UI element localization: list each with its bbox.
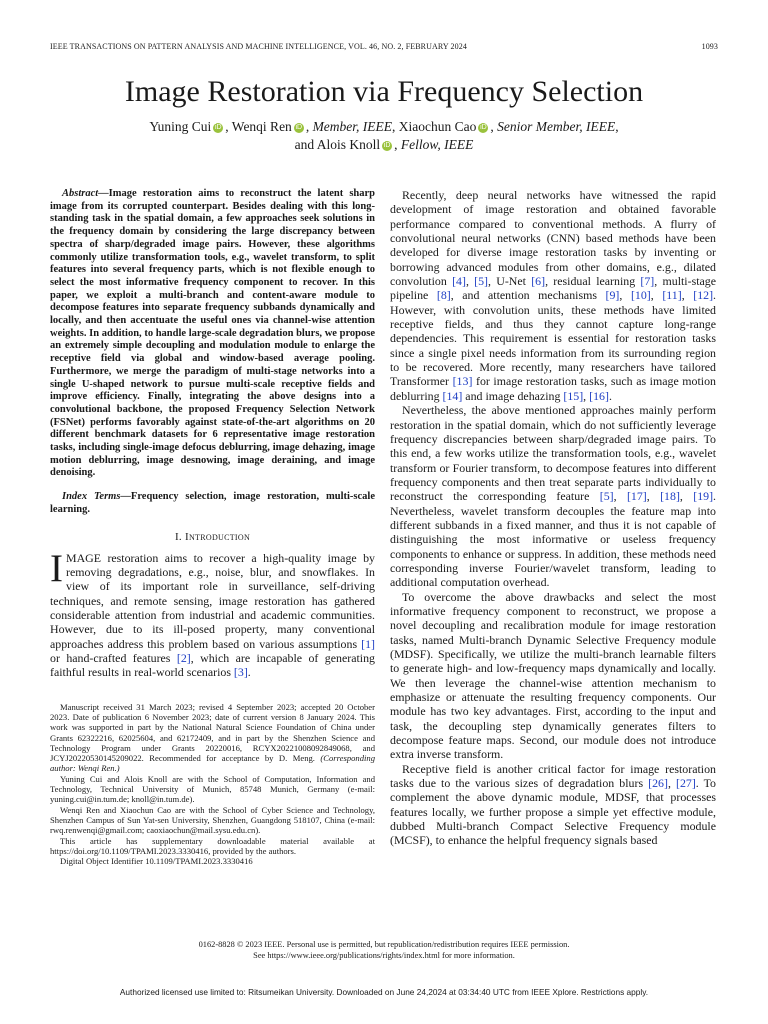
author-affiliation: Senior Member, IEEE — [497, 119, 616, 134]
citation-link[interactable]: [9] — [605, 288, 620, 303]
body-paragraph: To overcome the above drawbacks and select the most informative frequency component to reconstruct, we propose a novel decoupling and recalibration module for image restoration tasks, named Multi-branch Dynamic Selective Frequency module (MDSF). Specifically, we utilize the multi-branch learnable filters to generate high- and low-frequency maps dynamically and locally. We then leverage the channel-wise attention mechanism to emphasize or attenuate the resulting frequency components. Our module has two key advantages. First, according to the input and task, the decoupling step dynamically generates filters to decompose feature maps. Second, our module does not introduce extra inverse transform. — [390, 589, 716, 762]
paragraph-text: , — [646, 489, 661, 504]
orcid-icon[interactable]: iD — [295, 124, 303, 131]
body-paragraph — [390, 188, 716, 403]
author-name: Yuning Cui — [149, 119, 212, 134]
copyright-line: 0162-8828 © 2023 IEEE. Personal use is permitted, but republication/redistribution requires IEEE permission. — [198, 940, 570, 949]
abstract — [50, 188, 375, 480]
paragraph-text: for image restoration tasks, such as image motion deblurring — [390, 374, 717, 403]
paragraph-text: , — [667, 776, 676, 791]
paragraph-text: , residual learning — [545, 274, 641, 289]
paragraph-text: , — [681, 288, 694, 303]
section-heading — [50, 531, 375, 543]
citation-link[interactable]: [5] — [599, 489, 614, 504]
citation-link[interactable]: [6] — [531, 274, 546, 289]
paragraph-text: MAGE restoration aims to recover a high-quality image by removing degradations, e.g., noise, blur, and snowflakes. In view of its important role in surveillance, self-driving techniques, and remote sensing, image restoration has gathered considerable attention from industrial and academic communities. However, due to its ill-posed property, many conventional approaches address this problem based on various assumptions — [50, 550, 375, 651]
paragraph-text: . — [247, 665, 251, 680]
footnote-doi: Digital Object Identifier 10.1109/TPAMI.2023.3330416 — [60, 856, 253, 867]
paragraph-text: , — [583, 388, 590, 403]
citation-link[interactable]: [14] — [442, 388, 463, 403]
paragraph-text: , U-Net — [488, 274, 532, 289]
author-affiliation: Fellow, IEEE — [400, 137, 474, 152]
paragraph-text: Nevertheless, the above mentioned approaches mainly perform restoration in the spatial domain, which do not sufficiently leverage frequency discrepancies between sharp/degraded image pairs. To this end, a few works utilize the transformation tools, e.g., wavelet transform or Fourier transform, to decompose features into different frequency components and then treat separate parts individually to reconstruct the corresponding feature — [390, 403, 716, 504]
drop-cap: I — [50, 546, 63, 590]
citation-link[interactable]: [11] — [662, 288, 682, 303]
author-name: Xiaochun Cao — [398, 119, 477, 134]
paragraph-text: . To complement the above dynamic module, MDSF, that processes features locally, we further propose a simple yet effective module, dubbed Multi-branch Compact Selective Frequency module (MCSF), to enhance the helpful frequency signals based — [390, 776, 716, 848]
body-paragraph — [390, 403, 716, 589]
footnote-text: Manuscript received 31 March 2023; revised 4 September 2023; accepted 20 October 2023. Date of publication 6 November 2023; date of current version 8 January 2024. This work was supported in part by the National Natural Science Foundation of China under Grants 62322216, 62025604, and 62172409, and in part by the Shenzhen Science and Technology Program under Grants 20220016, RCYX20221008092849068, and JCYJ20220530145209022. Recommended for acceptance by D. Meng. — [50, 701, 375, 764]
journal-line: IEEE TRANSACTIONS ON PATTERN ANALYSIS AND MACHINE INTELLIGENCE, VOL. 46, NO. 2, FEBRUARY 2024 — [50, 42, 467, 51]
author-list: Yuning Cui iD , Wenqi Ren iD , Member, IEEE, Xiaochun Cao iD , Senior Member, IEEE, and Alois Knoll iD , Fellow, IEEE — [149, 119, 619, 152]
author-affiliation: Member, IEEE — [312, 119, 393, 134]
paragraph-text: . — [608, 388, 612, 403]
paragraph-text: , which are incapable of generating faithful results in real-world scenarios — [50, 650, 375, 680]
copyright-notice — [0, 939, 768, 961]
paragraph-text: or hand-crafted features — [50, 650, 177, 665]
citation-link[interactable]: [12] — [693, 288, 714, 303]
paragraph-text: and image dehazing — [462, 388, 564, 403]
footnote-affiliation: Yuning Cui and Alois Knoll are with the School of Computation, Information and Technology, Technical University of Munich, 85748 Munich, Germany (e-mail: yuning.cui@in.tum.de; knoll@in.tum.de). — [50, 773, 375, 805]
paragraph-text: . However, with convolution units, these methods have limited receptive fields, and thus they cannot capture long-range dependencies. This requirement is essential for restoration tasks since a single pixel needs information from its surrounding region to be recovered. More recently, many researchers have tailored Transformer — [390, 288, 717, 389]
corresponding-author: (Corresponding author: Wenqi Ren.) — [50, 753, 375, 774]
citation-link[interactable]: [1] — [361, 636, 375, 651]
paragraph-text: , — [613, 489, 627, 504]
footnotes — [50, 702, 375, 867]
citation-link[interactable]: [19] — [693, 489, 714, 504]
paragraph-text: , multi-stage pipeline — [390, 274, 716, 303]
paragraph-text: , — [619, 288, 631, 303]
paragraph-text: , and attention mechanisms — [450, 288, 606, 303]
citation-link[interactable]: [3] — [233, 665, 248, 680]
author-name: and Alois Knoll — [294, 137, 381, 152]
right-column — [390, 188, 716, 848]
paragraph-text: . Nevertheless, wavelet transform decouples the feature map into different subbands in a fixed manner, and thus it is not capable of distinguishing the most informative or useless frequency components to enhance or suppress. In addition, these methods need corresponding inverse Fourier/wavelet transform, leading to additional computation overhead. — [390, 489, 717, 590]
citation-link[interactable]: [10] — [630, 288, 651, 303]
citation-link[interactable]: [17] — [626, 489, 647, 504]
body-paragraph — [390, 762, 716, 848]
section-number: I. — [174, 530, 182, 543]
citation-link[interactable]: [7] — [640, 274, 655, 289]
author-name: Wenqi Ren — [231, 119, 292, 134]
license-footer: Authorized licensed use limited to: Ritsumeikan University. Downloaded on June 24,2024 at 03:34:40 UTC from IEEE Xplore. Restrictions apply. — [119, 987, 649, 997]
rights-line: See https://www.ieee.org/publications/rights/index.html for more information. — [253, 951, 515, 960]
paragraph-text: , — [679, 489, 694, 504]
orcid-icon[interactable]: iD — [383, 142, 391, 149]
citation-link[interactable]: [15] — [563, 388, 584, 403]
intro-paragraph — [50, 546, 375, 680]
paragraph-text: , — [650, 288, 663, 303]
citation-link[interactable]: [16] — [589, 388, 609, 403]
orcid-icon[interactable]: iD — [214, 124, 222, 131]
paper-title: Image Restoration via Frequency Selection — [124, 75, 644, 108]
abstract-text: —Image restoration aims to reconstruct the latent sharp image from its corrupted counterpart. Besides dealing with this long-standing task in the spatial domain, a few approaches seek solutions in the frequency domain by considering the large discrepancy between spectra of sharp/degraded image pairs. However, these algorithms commonly utilize transformation tools, e.g., wavelet transform, to split features into several frequency parts, which is not flexible enough to select the most informative frequency component to recover. In this paper, we exploit a multi-branch and content-aware module to decompose features into separate frequency subbands dynamically and locally, and then accentuate the useful ones via channel-wise attention weights. In addition, to handle large-scale degradation blurs, we propose an extremely simple decoupling and modulation module to enlarge the receptive field via global and window-based average pooling. Furthermore, we merge the paradigm of multi-stage networks into a single U-shaped network to pursue multi-scale receptive fields and improve efficiency. Finally, integrating the above designs into a convolutional backbone, the proposed Frequency Selection Network (FSNet) performs favorably against state-of-the-art algorithms on 20 different benchmark datasets for 6 representative image restoration tasks, including single-image defocus deblurring, image dehazing, image motion deblurring, image desnowing, image deraining, and image denoising. — [50, 188, 375, 479]
citation-link[interactable]: [26] — [648, 776, 668, 791]
abstract-label: Abstract — [62, 188, 99, 199]
paragraph-text: , — [465, 274, 475, 289]
paragraph-text: Receptive field is another critical factor for image restoration tasks due to the various sizes of degradation blurs — [390, 761, 716, 791]
footnote-supplementary: This article has supplementary downloadable material available at https://doi.org/10.1109/TPAMI.2023.3330416, provided by the authors. — [50, 835, 375, 856]
orcid-icon[interactable]: iD — [480, 124, 487, 131]
left-column — [50, 188, 375, 866]
paragraph-text: Recently, deep neural networks have witnessed the rapid development of image restoration and obtained favorable performance compared to conventional methods. A flurry of convolutional neural networks (CNN) based methods have been developed for diverse image restoration tasks by inventing or borrowing advanced modules from other domains, e.g., dilated convolution — [390, 188, 716, 289]
running-head — [50, 42, 718, 51]
page-number: 1093 — [701, 42, 718, 51]
citation-link[interactable]: [8] — [436, 288, 451, 303]
footnote-affiliation: Wenqi Ren and Xiaochun Cao are with the School of Cyber Science and Technology, Shenzhen Campus of Sun Yat-sen University, Shenzhen, Guangdong 518107, China (e-mail: rwq.renwenqi@gmail.com; caoxiaochun@mail.sysu.edu.cn). — [50, 804, 375, 836]
index-terms-text: —Frequency selection, image restoration, multi-scale learning. — [50, 491, 375, 515]
citation-link[interactable]: [2] — [176, 650, 191, 665]
footnote-manuscript — [50, 702, 375, 774]
citation-link[interactable]: [13] — [452, 374, 473, 389]
citation-link[interactable]: [27] — [675, 776, 696, 791]
citation-link[interactable]: [5] — [474, 274, 489, 289]
section-title: Introduction — [185, 530, 251, 543]
index-terms-label: Index Terms — [62, 491, 121, 503]
citation-link[interactable]: [18] — [660, 489, 680, 504]
citation-link[interactable]: [4] — [452, 274, 466, 289]
index-terms — [50, 491, 375, 516]
